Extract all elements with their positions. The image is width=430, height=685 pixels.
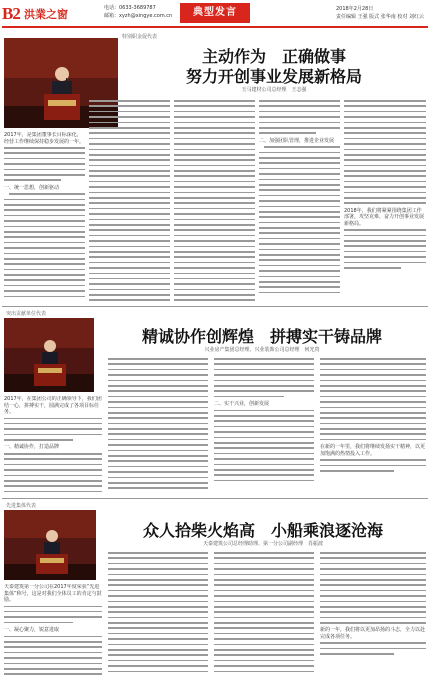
article-3-headline: 众人拾柴火焰高 小船乘浪逐沧海 (142, 521, 383, 540)
article-3-kicker: 先进集体代表 (6, 503, 37, 509)
article-divider-1 (2, 306, 428, 307)
article-2-column-1 (4, 396, 102, 496)
article-1-column-4 (259, 100, 340, 304)
issue-date: 2018年2月28日 (336, 6, 374, 12)
article-3-column-2 (108, 552, 208, 681)
email-text: 邮箱：xyzh@xingye.com.cn (104, 13, 173, 19)
masthead-rule (2, 26, 428, 28)
masthead (0, 0, 430, 30)
article-1 (2, 30, 428, 306)
page-number: B2 (2, 4, 20, 23)
article-2-subhead-2: 二、实干兴业，创新发展 (214, 401, 270, 408)
article-1-subhead-1: 一、统一思想，创新驱动 (4, 184, 60, 191)
article-3-byline: 天泰建筑公司总经理助理、第一分公司副经理 肖振波 (202, 541, 323, 547)
article-1-column-2 (89, 100, 170, 304)
article-1-column-3 (174, 100, 255, 304)
article-2-column-3 (214, 358, 314, 496)
article-divider-2 (2, 498, 428, 499)
article-1-column-5 (344, 100, 426, 304)
article-3-column-1 (4, 584, 102, 681)
article-2-column-4 (320, 358, 426, 496)
article-3-photo (4, 510, 96, 580)
article-1-headline-2: 努力开创事业发展新格局 (185, 67, 362, 86)
article-2-kicker: 突出贡献单位代表 (6, 311, 47, 317)
article-2-byline: 兴业房产集团总经理、兴业装饰公司总经理 何光贵 (204, 347, 320, 353)
article-1-headline-1: 主动作为 正确做事 (201, 47, 346, 66)
article-3 (2, 500, 428, 683)
article-1-column-1 (4, 132, 85, 304)
article-2-subhead-1: 一、精诚协作，打造品牌 (4, 444, 60, 451)
phone-text: 电话：0633-3689787 (104, 5, 156, 11)
article-3-subhead-1: 一、凝心聚力，锐意进取 (4, 627, 60, 634)
editor-credits: 责任编辑 王强 版式 张华南 校对 刘红云 (336, 14, 424, 20)
speaker-podium-image (4, 510, 96, 580)
article-2-column-2 (108, 358, 208, 496)
article-1-closing: 2018年，我们将紧紧围绕集团工作部署，攻坚克难，奋力开创事业发展新格局。 (344, 207, 425, 227)
paper-logo: 洪業之窗 (24, 8, 68, 21)
article-2-headline: 精诚协作创辉煌 拼搏实干铸品牌 (141, 327, 382, 346)
article-3-closing: 新的一年，我们将以更加昂扬的斗志，全力以赴完成各项任务。 (320, 627, 426, 640)
article-1-byline: 玉马建材公司总经理 王志强 (241, 87, 307, 93)
article-3-lead: 天泰建筑第一分公司在2017年度荣获“先进集体”称号，这是对我们全体员工的肯定与鼓励。 (4, 584, 102, 603)
article-1-kicker: 特别职金促代表 (122, 34, 158, 40)
article-2-closing: 在新的一年里，我们将继续发扬实干精神，以更加饱满的热情投入工作。 (320, 444, 426, 457)
speaker-podium-image (4, 318, 94, 392)
article-2-lead: 2017年，在集团公司的正确领导下，我们团结一心，拼搏实干，圆满完成了各项目标任务。 (4, 396, 102, 415)
article-1-subhead-2: 二、加强团队管理，推进企业发展 (259, 137, 335, 144)
article-2-photo (4, 318, 94, 392)
article-1-lead: 2017年，是集团董事长目标深化，经营工作继续保持稳步发展的一年。 (4, 132, 85, 145)
section-banner: 典型发言 (180, 3, 250, 23)
article-3-column-3 (214, 552, 314, 681)
article-3-column-4 (320, 552, 426, 681)
contact-info (104, 4, 172, 20)
article-2 (2, 308, 428, 498)
